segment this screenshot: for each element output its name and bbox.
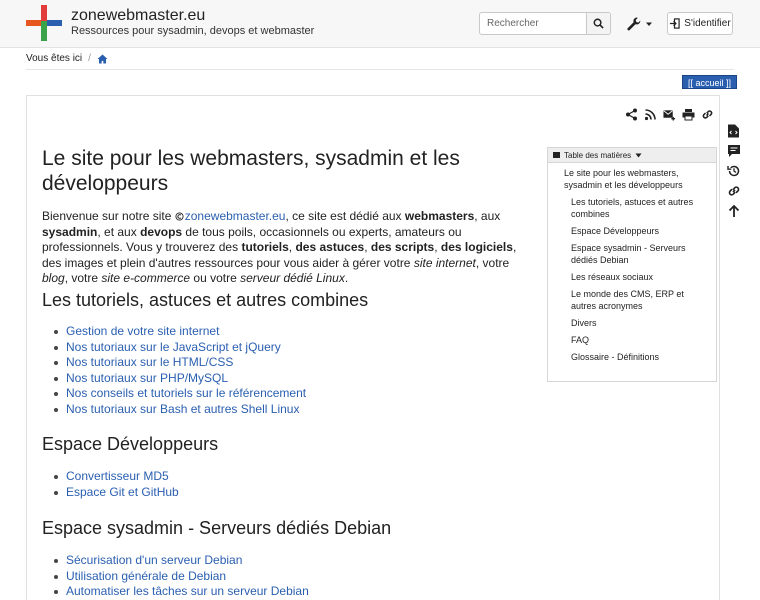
intro-italic: blog xyxy=(42,271,65,285)
toc-item[interactable]: Espace sysadmin - Serveurs dédiés Debian xyxy=(571,243,686,265)
intro-text: ou votre xyxy=(190,271,241,285)
toc-item[interactable]: Les tutoriels, astuces et autres combines xyxy=(571,197,694,219)
developpeurs-links xyxy=(52,469,179,500)
intro-italic: site e-commerce xyxy=(101,271,191,285)
list-item[interactable]: Nos conseils et tutoriels sur le référencement xyxy=(52,386,306,402)
breadcrumb-separator: / xyxy=(88,53,91,64)
intro-bold: devops xyxy=(140,224,183,239)
wrench-icon xyxy=(626,16,642,32)
breadcrumb-divider xyxy=(26,69,734,70)
intro-text: , aux xyxy=(474,209,501,223)
search-button[interactable] xyxy=(586,13,610,34)
comment-icon[interactable] xyxy=(727,144,741,158)
intro-text: , votre xyxy=(64,271,102,285)
tools-menu[interactable] xyxy=(626,14,656,34)
list-item[interactable]: Utilisation générale de Debian xyxy=(52,569,309,585)
list-item[interactable]: Espace Git et GitHub xyxy=(52,485,179,501)
breadcrumb xyxy=(26,53,108,64)
toc-item[interactable]: Le monde des CMS, ERP et autres acronymes xyxy=(571,289,684,311)
toc-item[interactable]: Espace Développeurs xyxy=(571,226,660,236)
site-link[interactable]: zonewebmaster.eu xyxy=(184,209,286,223)
intro-bold: des scripts xyxy=(370,240,435,254)
intro-text: , ce site est dédié aux xyxy=(285,209,405,223)
list-item[interactable]: Sécurisation d'un serveur Debian xyxy=(52,553,309,569)
list-item[interactable]: Nos tutoriaux sur le JavaScript et jQuery xyxy=(52,340,306,356)
sign-in-icon xyxy=(669,18,680,29)
accueil-tag[interactable]: [[ accueil ]] xyxy=(682,75,737,89)
section-heading-tutoriels: Les tutoriels, astuces et autres combines xyxy=(42,290,369,310)
toc-item[interactable]: Le site pour les webmasters, sysadmin et les développeurs xyxy=(564,168,683,190)
toc-header[interactable] xyxy=(548,148,716,163)
intro-text: Bienvenue sur notre site xyxy=(42,209,175,223)
intro-text: , des images et plein d'autres ressources pour vous aider à gérer votre xyxy=(42,240,517,270)
list-item[interactable]: Nos tutoriaux sur PHP/MySQL xyxy=(52,371,306,387)
search-input[interactable] xyxy=(480,13,586,34)
list-item[interactable]: Convertisseur MD5 xyxy=(52,469,179,485)
page-action-rail xyxy=(724,124,744,218)
section-heading-developpeurs: Espace Développeurs xyxy=(42,434,219,454)
intro-text: , votre xyxy=(475,255,510,270)
intro-bold: tutoriels xyxy=(241,240,289,254)
tutoriels-links xyxy=(52,324,306,417)
intro-text: , et aux xyxy=(97,224,141,239)
intro-bold: des astuces xyxy=(295,240,365,254)
toc-title: Table des matières xyxy=(564,150,632,160)
list-item[interactable]: Gestion de votre site internet xyxy=(52,324,306,340)
history-icon[interactable] xyxy=(727,164,741,178)
toc-item[interactable]: Les réseaux sociaux xyxy=(571,272,654,282)
login-button[interactable] xyxy=(667,12,733,35)
site-logo[interactable] xyxy=(26,5,62,41)
home-icon[interactable] xyxy=(97,54,108,64)
back-to-top-icon[interactable] xyxy=(727,204,741,218)
page-title: Le site pour les webmasters, sysadmin et les développeurs xyxy=(42,147,460,195)
search-box xyxy=(479,12,611,35)
intro-italic: site internet xyxy=(413,255,476,270)
intro-bold: webmasters xyxy=(404,209,475,223)
list-item[interactable]: Nos tutoriaux sur Bash et autres Shell Linux xyxy=(52,402,306,418)
toc-item[interactable]: FAQ xyxy=(571,335,590,345)
intro-bold: des logiciels xyxy=(440,240,513,254)
intro-text: . xyxy=(344,271,349,285)
list-item[interactable]: Automatiser les tâches sur un serveur Debian xyxy=(52,584,309,600)
intro-text: , xyxy=(434,240,441,254)
source-icon[interactable] xyxy=(727,124,741,138)
toc-item[interactable]: Divers xyxy=(571,318,597,328)
intro-italic: serveur dédié Linux xyxy=(240,271,345,285)
email-icon[interactable] xyxy=(663,108,676,121)
logo-bar-vertical xyxy=(41,5,47,41)
share-icon[interactable] xyxy=(625,108,638,121)
intro-text: , xyxy=(288,240,296,254)
print-icon[interactable] xyxy=(682,108,695,121)
caret-down-icon xyxy=(635,153,642,158)
list-item[interactable]: Nos tutoriaux sur le HTML/CSS xyxy=(52,355,306,371)
intro-text: , xyxy=(364,240,371,254)
toc-item[interactable]: Glossaire - Définitions xyxy=(571,352,660,362)
copyright-icon xyxy=(175,212,184,221)
intro-bold: sysadmin xyxy=(42,224,98,239)
link-icon[interactable] xyxy=(701,108,714,121)
intro-text: de tous poils, occasionnels ou experts, amateurs ou professionnels. Vous y trouverez des xyxy=(42,224,462,254)
login-label: S'identifier xyxy=(684,18,731,29)
intro-paragraph xyxy=(42,209,532,287)
rss-icon[interactable] xyxy=(644,108,657,121)
caret-down-icon xyxy=(645,20,653,28)
toc-list xyxy=(548,163,716,363)
list-icon xyxy=(553,152,560,158)
site-title[interactable]: zonewebmaster.eu xyxy=(71,7,206,24)
search-icon xyxy=(593,18,604,29)
sysadmin-links xyxy=(52,553,309,600)
breadcrumb-label: Vous êtes ici xyxy=(26,53,83,64)
site-tagline: Ressources pour sysadmin, devops et webmaster xyxy=(71,25,315,37)
section-heading-sysadmin: Espace sysadmin - Serveurs dédiés Debian xyxy=(42,518,392,538)
backlinks-icon[interactable] xyxy=(727,184,741,198)
header xyxy=(0,0,760,48)
table-of-contents xyxy=(547,147,717,382)
page-tools xyxy=(625,108,714,121)
